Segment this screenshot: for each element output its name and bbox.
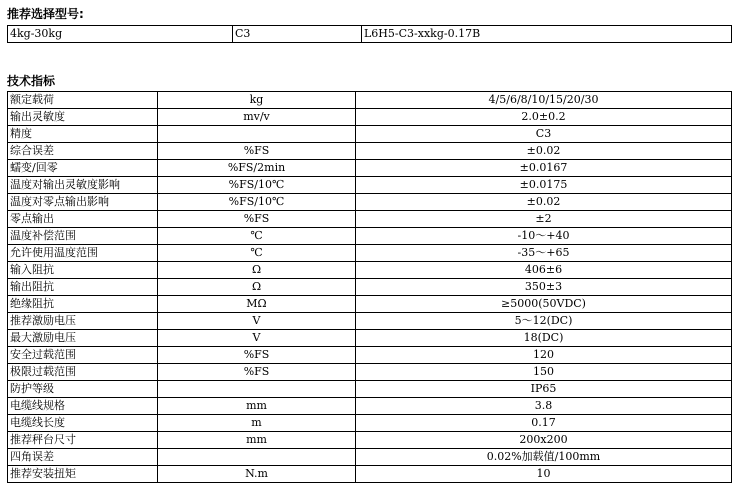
spec-value: ≥5000(50VDC) (356, 296, 732, 313)
spec-row (8, 92, 732, 109)
spec-row (8, 313, 732, 330)
spec-value: IP65 (356, 381, 732, 398)
spec-unit: Ω (158, 279, 356, 296)
spec-row (8, 160, 732, 177)
model-capacity: 4kg-30kg (8, 26, 233, 43)
spec-value: 3.8 (356, 398, 732, 415)
spec-value: ±2 (356, 211, 732, 228)
spec-unit: %FS (158, 364, 356, 381)
spec-name: 绝缘阻抗 (8, 296, 158, 313)
spec-value: -10～+40 (356, 228, 732, 245)
spec-name: 推荐秤台尺寸 (8, 432, 158, 449)
spec-unit: mm (158, 432, 356, 449)
spec-name: 额定载荷 (8, 92, 158, 109)
spec-unit: V (158, 313, 356, 330)
spec-row (8, 330, 732, 347)
spec-name: 安全过载范围 (8, 347, 158, 364)
spec-unit: %FS (158, 347, 356, 364)
spec-row (8, 415, 732, 432)
spec-row (8, 347, 732, 364)
spec-row (8, 109, 732, 126)
spec-value: 150 (356, 364, 732, 381)
spec-row (8, 228, 732, 245)
spec-value: ±0.0167 (356, 160, 732, 177)
spec-name: 电缆线长度 (8, 415, 158, 432)
spec-unit: mm (158, 398, 356, 415)
spec-value: ±0.02 (356, 194, 732, 211)
spec-unit: %FS (158, 211, 356, 228)
spec-name: 极限过载范围 (8, 364, 158, 381)
spec-name: 零点输出 (8, 211, 158, 228)
spec-name: 最大激励电压 (8, 330, 158, 347)
spec-unit: Ω (158, 262, 356, 279)
spec-row (8, 211, 732, 228)
spec-name: 综合误差 (8, 143, 158, 160)
spec-unit: %FS (158, 143, 356, 160)
spec-unit: mv/v (158, 109, 356, 126)
spec-name: 温度对零点输出影响 (8, 194, 158, 211)
spec-value: 2.0±0.2 (356, 109, 732, 126)
spec-name: 输出阻抗 (8, 279, 158, 296)
spec-value: 350±3 (356, 279, 732, 296)
spec-value: ±0.02 (356, 143, 732, 160)
spec-row (8, 279, 732, 296)
spec-name: 精度 (8, 126, 158, 143)
spec-unit: ℃ (158, 245, 356, 262)
spec-value: 5～12(DC) (356, 313, 732, 330)
spec-name: 防护等级 (8, 381, 158, 398)
spec-name: 输入阻抗 (8, 262, 158, 279)
model-row (8, 26, 732, 43)
spec-value: 120 (356, 347, 732, 364)
spec-value: 200x200 (356, 432, 732, 449)
spec-unit: V (158, 330, 356, 347)
model-table (7, 25, 732, 43)
spec-row (8, 466, 732, 483)
model-number: L6H5-C3-xxkg-0.17B (362, 26, 732, 43)
spec-name: 蠕变/回零 (8, 160, 158, 177)
spec-row (8, 126, 732, 143)
spec-row (8, 143, 732, 160)
spec-unit: %FS/10℃ (158, 177, 356, 194)
spec-value: 0.17 (356, 415, 732, 432)
spec-row (8, 194, 732, 211)
spec-row (8, 449, 732, 466)
spec-name: 电缆线规格 (8, 398, 158, 415)
spec-unit: m (158, 415, 356, 432)
spec-value: 10 (356, 466, 732, 483)
spec-unit: MΩ (158, 296, 356, 313)
spec-name: 四角误差 (8, 449, 158, 466)
spec-unit: %FS/2min (158, 160, 356, 177)
spec-value: 406±6 (356, 262, 732, 279)
spec-row (8, 432, 732, 449)
spec-unit (158, 449, 356, 466)
spec-value: -35～+65 (356, 245, 732, 262)
spec-value: 4/5/6/8/10/15/20/30 (356, 92, 732, 109)
model-grade: C3 (233, 26, 362, 43)
spec-unit (158, 126, 356, 143)
spec-unit: N.m (158, 466, 356, 483)
spec-value: 18(DC) (356, 330, 732, 347)
spec-value: 0.02%加载值/100mm (356, 449, 732, 466)
spec-unit: %FS/10℃ (158, 194, 356, 211)
spec-name: 温度对输出灵敏度影响 (8, 177, 158, 194)
spec-row (8, 381, 732, 398)
spec-unit: ℃ (158, 228, 356, 245)
spec-table (7, 91, 732, 483)
spec-unit: kg (158, 92, 356, 109)
spec-value: ±0.0175 (356, 177, 732, 194)
spec-name: 温度补偿范围 (8, 228, 158, 245)
spec-row (8, 296, 732, 313)
model-section-title: 推荐选择型号: (7, 7, 84, 21)
spec-section-title: 技术指标 (7, 74, 56, 88)
spec-row (8, 364, 732, 381)
spec-name: 允许使用温度范围 (8, 245, 158, 262)
spec-value: C3 (356, 126, 732, 143)
spec-name: 推荐安装扭矩 (8, 466, 158, 483)
spec-row (8, 262, 732, 279)
spec-row (8, 177, 732, 194)
spec-row (8, 245, 732, 262)
spec-unit (158, 381, 356, 398)
spec-name: 推荐激励电压 (8, 313, 158, 330)
spec-row (8, 398, 732, 415)
spec-name: 输出灵敏度 (8, 109, 158, 126)
